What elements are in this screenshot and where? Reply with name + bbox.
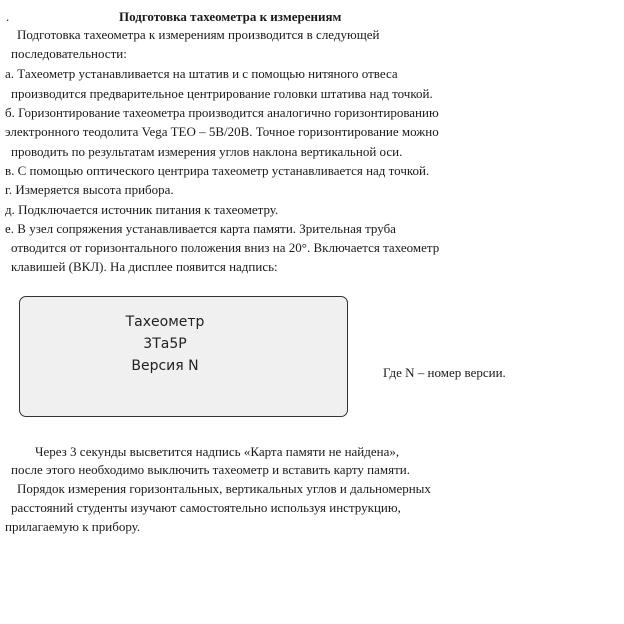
display-line-model-name: Тахеометр bbox=[125, 314, 205, 330]
page-title: Подготовка тахеометра к измерениям bbox=[119, 9, 342, 24]
list-item-e: е. В узел сопряжения устанавливается карта памяти. Зрительная труба bbox=[5, 221, 396, 236]
paragraph-line: электронного теодолита Vega TEO – 5B/20B. Точное горизонтирование можно bbox=[5, 124, 439, 139]
paragraph-line: Порядок измерения горизонтальных, вертикальных углов и дальномерных bbox=[17, 481, 431, 496]
paragraph-line: последовательности: bbox=[11, 46, 127, 61]
paragraph-line: расстояний студенты изучают самостоятельно используя инструкцию, bbox=[11, 500, 401, 515]
paragraph-line: Подготовка тахеометра к измерениям производится в следующей bbox=[17, 27, 380, 42]
list-item-v: в. С помощью оптического центрира тахеометр устанавливается над точкой. bbox=[5, 163, 430, 178]
paragraph-line: отводится от горизонтального положения вниз на 20°. Включается тахеометр bbox=[11, 240, 440, 255]
paragraph-line: Через 3 секунды высветится надпись «Карта памяти не найдена», bbox=[35, 444, 400, 459]
display-note: Где N – номер версии. bbox=[383, 365, 506, 380]
paragraph-line: прилагаемую к прибору. bbox=[5, 519, 141, 534]
display-line-version: Версия N bbox=[131, 358, 199, 374]
list-item-d: д. Подключается источник питания к тахеометру. bbox=[5, 202, 279, 217]
paragraph-line: проводить по результатам измерения углов наклона вертикальной оси. bbox=[11, 144, 403, 159]
paragraph-line: после этого необходимо выключить тахеометр и вставить карту памяти. bbox=[11, 462, 410, 477]
paragraph-line: клавишей (ВКЛ). На дисплее появится надпись: bbox=[11, 259, 278, 274]
list-item-a: а. Тахеометр устанавливается на штатив и с помощью нитяного отвеса bbox=[5, 66, 398, 81]
paragraph-line: производится предварительное центрирование головки штатива над точкой. bbox=[11, 86, 433, 101]
list-item-g: г. Измеряется высота прибора. bbox=[5, 182, 174, 197]
leading-marker: . bbox=[6, 9, 10, 24]
device-display-box bbox=[19, 296, 348, 417]
display-line-model-code: 3Та5Р bbox=[143, 336, 187, 352]
list-item-b: б. Горизонтирование тахеометра производится аналогично горизонтированию bbox=[5, 105, 439, 120]
